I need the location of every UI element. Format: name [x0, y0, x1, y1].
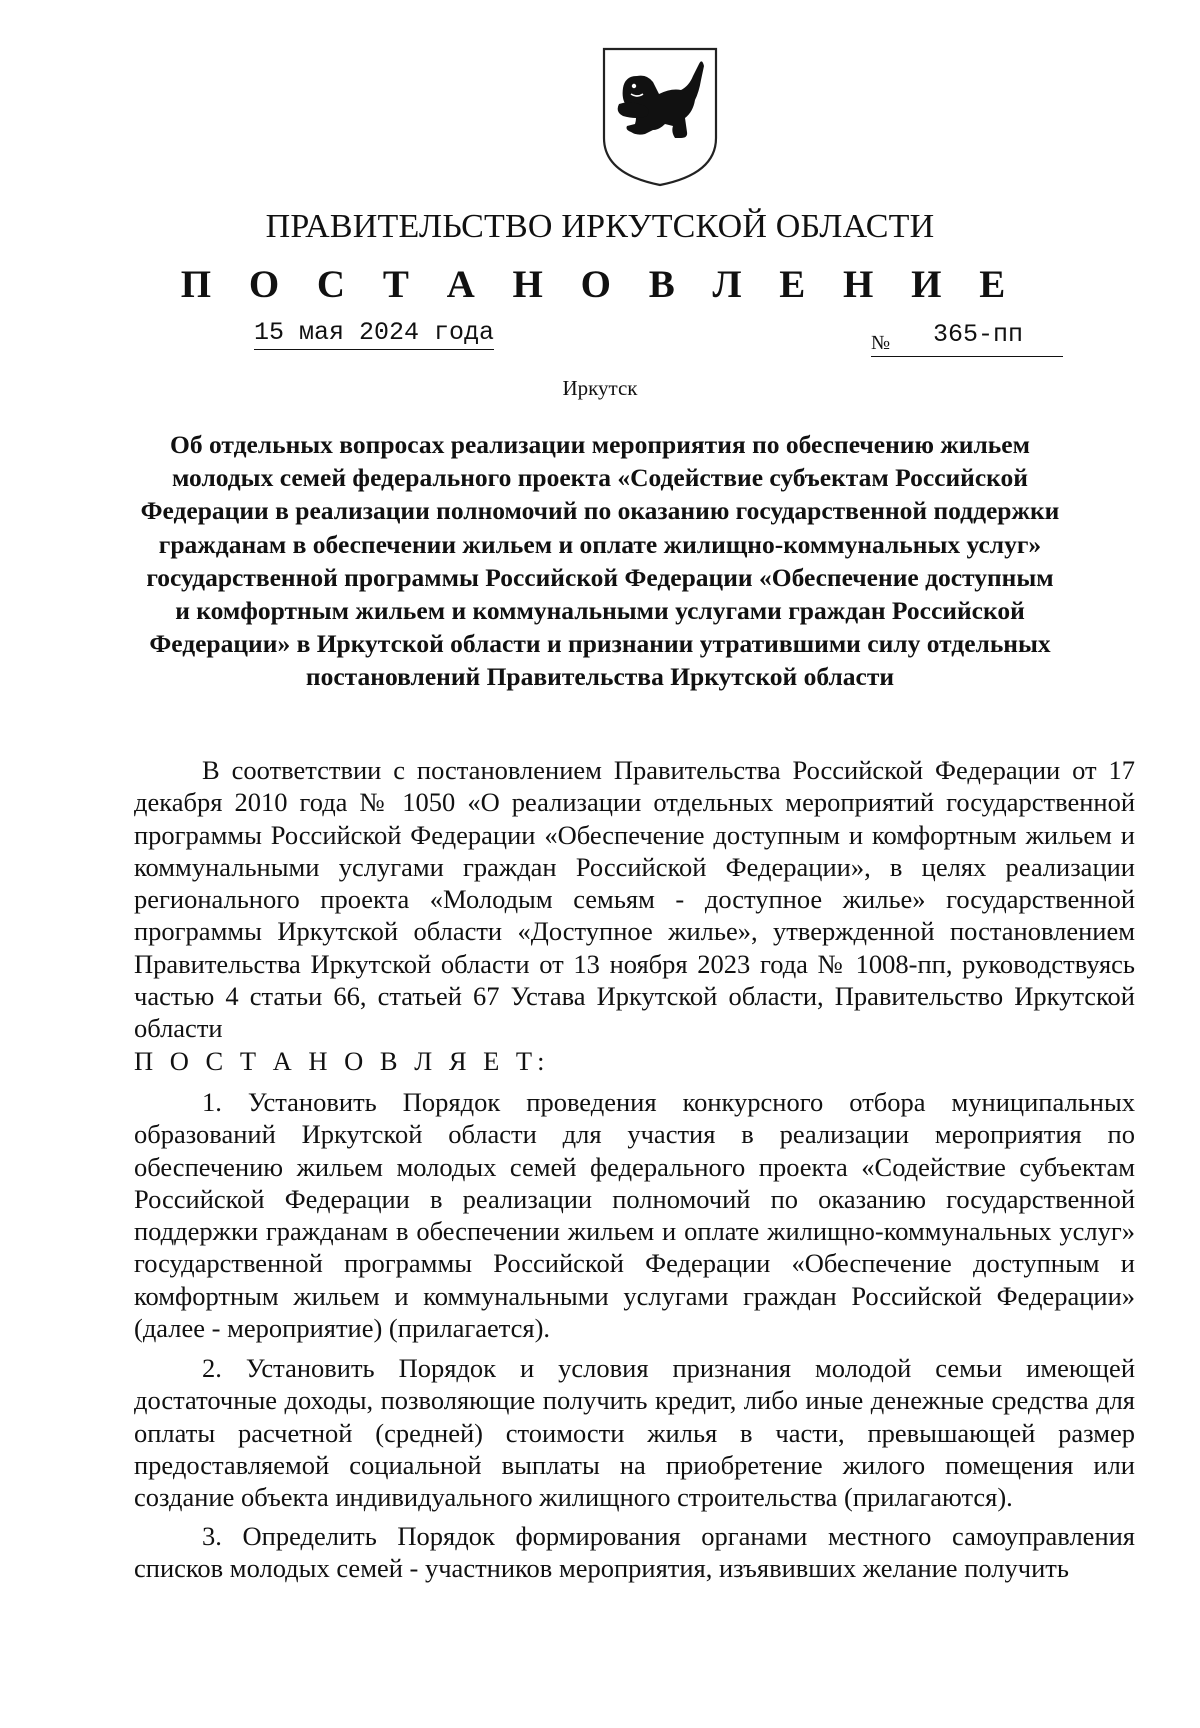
city: Иркутск [562, 376, 638, 400]
document-number: 365-пп [933, 320, 1024, 349]
clause-1: 1. Установить Порядок проведения конкурсного отбора муниципальных образований Иркутской области для участия в реализации мероприятия по обеспечению жильем молодых семей федерального проекта «Содействие субъектам Российской Федерации в реализации полномочий по оказанию государственной поддержки гражданам в обеспечении жильем и оплате жилищно-коммунальных услуг» государственной программы Российской Федерации «Обеспечение доступным и комфортным жильем и коммунальными услугами граждан Российской Федерации» (далее - мероприятие) (прилагается). [134, 1087, 1135, 1344]
decree-word: П О С Т А Н О В Л Я Е Т: [134, 1046, 550, 1076]
intro-paragraph: В соответствии с постановлением Правительства Российской Федерации от 17 декабря 2010 года № 1050 «О реализации отдельных мероприятий государственной программы Российской Федерации «Обеспечение доступным и комфортным жильем и коммунальными услугами граждан Российской Федерации», в целях реализации регионального проекта «Молодым семьям - доступное жилье» государственной программы Иркутской области «Доступное жилье», утвержденной постановлением Правительства Иркутской области от 13 ноября 2023 года № 1008-пп, руководствуясь частью 4 статьи 66, статьей 67 Устава Иркутской области, Правительство Иркутской области [134, 755, 1135, 1044]
document-type: П О С Т А Н О В Л Е Н И Е [180, 263, 1020, 306]
clause-2: 2. Установить Порядок и условия признания молодой семьи имеющей достаточные доходы, позволяющие получить кредит, либо иные денежные средства для оплаты расчетной (средней) стоимости жилья в части, превышающей размер предоставляемой социальной выплаты на приобретение жилого помещения или создание объекта индивидуального жилищного строительства (прилагаются). [134, 1353, 1135, 1513]
document-number-field [871, 320, 1063, 357]
number-sign: № [871, 332, 891, 354]
document-date: 15 мая 2024 года [254, 318, 494, 350]
clause-3: 3. Определить Порядок формирования органами местного самоуправления списков молодых семей - участников мероприятия, изъявивших желание получить [134, 1521, 1135, 1584]
coat-of-arms-icon [601, 46, 719, 188]
document-title: Об отдельных вопросах реализации мероприятия по обеспечению жильем молодых семей федерального проекта «Содействие субъектам Российской Федерации в реализации полномочий по оказанию государственной поддержки гражданам в обеспечении жильем и оплате жилищно-коммунальных услуг» государственной программы Российской Федерации «Обеспечение доступным и комфортным жильем и коммунальными услугами граждан Российской Федерации» в Иркутской области и признании утратившими силу отдельных постановлений Правительства Иркутской области [140, 430, 1060, 692]
government-name: ПРАВИТЕЛЬСТВО ИРКУТСКОЙ ОБЛАСТИ [265, 208, 935, 245]
